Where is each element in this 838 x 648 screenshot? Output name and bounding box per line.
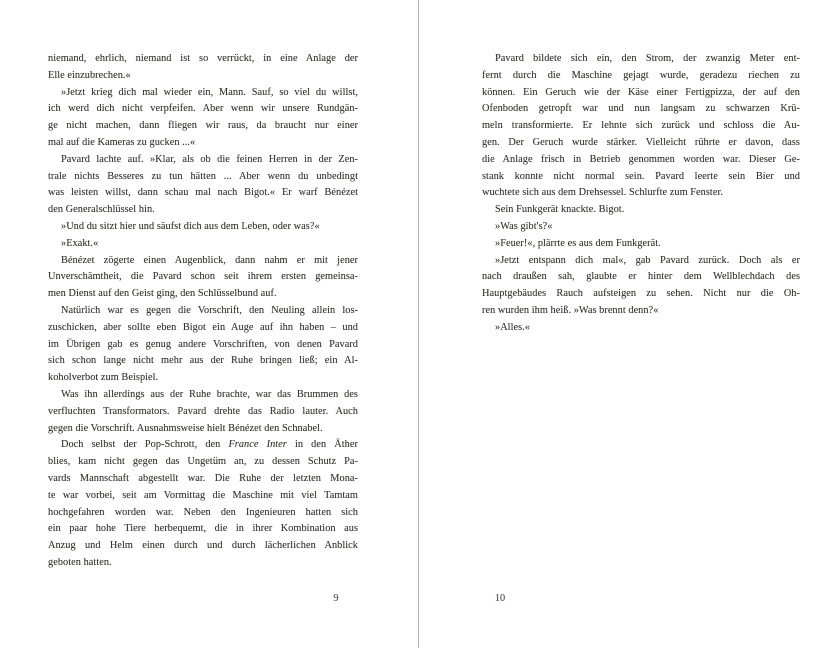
page-left-text-column	[48, 51, 358, 572]
text-line: Sein Funkgerät knackte. Bigot.	[495, 204, 625, 216]
paragraph	[48, 303, 358, 387]
text-line: im Übrigen gab es genug andere Vorschriften, von denen Pavard	[48, 338, 358, 350]
text-line: Ofenboden getropft war und nun langsam zu schwarzen Krü-	[482, 103, 800, 115]
text-line: Bénézet zögerte einen Augenblick, dann nahm er mit jener	[61, 254, 358, 266]
text-line: »Alles.«	[495, 321, 531, 333]
text-line: mal auf die Kameras zu gucken ...«	[48, 136, 196, 148]
text-line: ich werd dich nicht verpfeifen. Aber wenn wir unsere Rundgän-	[48, 103, 358, 115]
text-line: können. Ein Geruch wie der Käse einer Fertigpizza, der auf den	[482, 86, 800, 98]
text-line: was leisten willst, dann schau mal nach Bigot.« Er warf Bénézet	[48, 187, 358, 199]
paragraph	[48, 85, 358, 152]
text-line: Pavard bildete sich ein, den Strom, der zwanzig Meter ent-	[495, 53, 800, 64]
text-line: die Anlage frisch in Betrieb genommen worden war. Dieser Ge-	[482, 153, 800, 165]
text-line: Pavard lachte auf. »Klar, als ob die feinen Herren in der Zen-	[61, 153, 358, 165]
text-line: te war vorbei, seit am Vormittag die Maschine mit viel Tamtam	[48, 489, 358, 501]
text-line: sich schon lange nicht mehr aus der Ruhe bringen ließ; ein Al-	[48, 355, 358, 367]
text-line: Unverschämtheit, die Pavard schon seit ihrem ersten gemeinsa-	[48, 271, 358, 283]
page-right-text-column	[482, 51, 800, 337]
page-gutter-divider	[418, 0, 419, 648]
text-line: men Dienst auf den Geist ging, den Schlüsselbund auf.	[48, 288, 277, 300]
text-line: gegen die Vorschrift. Ausnahmsweise hielt Bénézet den Schnabel.	[48, 422, 323, 434]
text-line: stank konnte nicht normal sein. Pavard leerte sein Bier und	[482, 170, 800, 182]
text-line: vards Mannschaft abgestellt war. Die Ruhe der letzten Mona-	[48, 472, 358, 484]
text-line: »Und du sitzt hier und säufst dich aus dem Leben, oder was?«	[61, 220, 320, 232]
page-number-right: 10	[494, 593, 506, 604]
text-line: »Jetzt krieg dich mal wieder ein, Mann. Sauf, so viel du willst,	[61, 86, 358, 98]
page-number-left: 9	[333, 593, 339, 604]
text-line: »Exakt.«	[61, 237, 99, 249]
text-line: niemand, ehrlich, niemand ist so verrückt, in eine Anlage der	[48, 53, 358, 64]
text-line: Anzug und Helm einen durch und durch lächerlichen Anblick	[48, 540, 358, 552]
paragraph	[48, 437, 358, 571]
text-line: gen. Der Geruch wurde stärker. Vielleicht rührte er davon, dass	[482, 136, 800, 148]
text-line: Doch selbst der Pop-Schrott, den France Inter in den Äther	[61, 439, 358, 451]
paragraph	[482, 320, 800, 337]
text-line: den Generalschlüssel hin.	[48, 204, 155, 216]
paragraph	[48, 253, 358, 303]
text-line: Natürlich war es gegen die Vorschrift, den Neuling allein los-	[61, 304, 358, 316]
paragraph	[48, 219, 358, 236]
paragraph	[48, 152, 358, 219]
text-line: meln transformierte. Er lehnte sich zurück und schloss die Au-	[482, 120, 800, 132]
text-line: Hauptgebäudes Rauch aufsteigen zu sehen. Nicht nur die Oh-	[482, 288, 800, 300]
text-line: nach draußen sah, glaubte er hinter dem Wellblechdach des	[482, 271, 800, 283]
paragraph	[48, 387, 358, 437]
text-line: fernt durch die Maschine gejagt wurde, geradezu riechen zu	[482, 69, 800, 81]
text-line: koholverbot zum Beispiel.	[48, 372, 159, 384]
text-line: blies, kam nicht gegen das Ungetüm an, zu dessen Schutz Pa-	[48, 456, 358, 468]
text-line: trale nichts Besseres zu tun hätten ... Aber wenn du unbedingt	[48, 170, 358, 182]
paragraph	[482, 253, 800, 320]
text-line: zuschicken, aber sollte eben Bigot ein Auge auf ihn haben – und	[48, 321, 358, 333]
text-line: ge nicht machen, dann fliegen wir raus, da braucht nur einer	[48, 120, 358, 132]
text-line: Elle einzubrechen.«	[48, 69, 131, 81]
paragraph	[48, 51, 358, 85]
paragraph	[482, 51, 800, 202]
text-line: »Feuer!«, plärrte es aus dem Funkgerät.	[495, 237, 661, 249]
paragraph	[482, 202, 800, 219]
text-line: Was ihn allerdings aus der Ruhe brachte, war das Brummen des	[61, 388, 358, 400]
paragraph	[482, 219, 800, 236]
text-line: wuchtete sich aus dem Drehsessel. Schlurfte zum Fenster.	[482, 187, 723, 199]
text-line: geboten hatten.	[48, 556, 112, 568]
text-line: »Jetzt entspann dich mal«, gab Pavard zurück. Doch als er	[495, 254, 800, 266]
text-line: ren wurden ihm heiß. »Was brennt denn?«	[482, 304, 659, 316]
text-line: hochgefahren worden war. Neben den Ingenieuren hatten sich	[48, 506, 358, 518]
text-line: ein paar hohe Tiere herbequemt, die in ihrer Kombination aus	[48, 523, 358, 535]
text-line: »Was gibt's?«	[495, 220, 553, 232]
text-line: verfluchten Transformators. Pavard drehte das Radio lauter. Auch	[48, 405, 358, 417]
paragraph	[48, 236, 358, 253]
paragraph	[482, 236, 800, 253]
